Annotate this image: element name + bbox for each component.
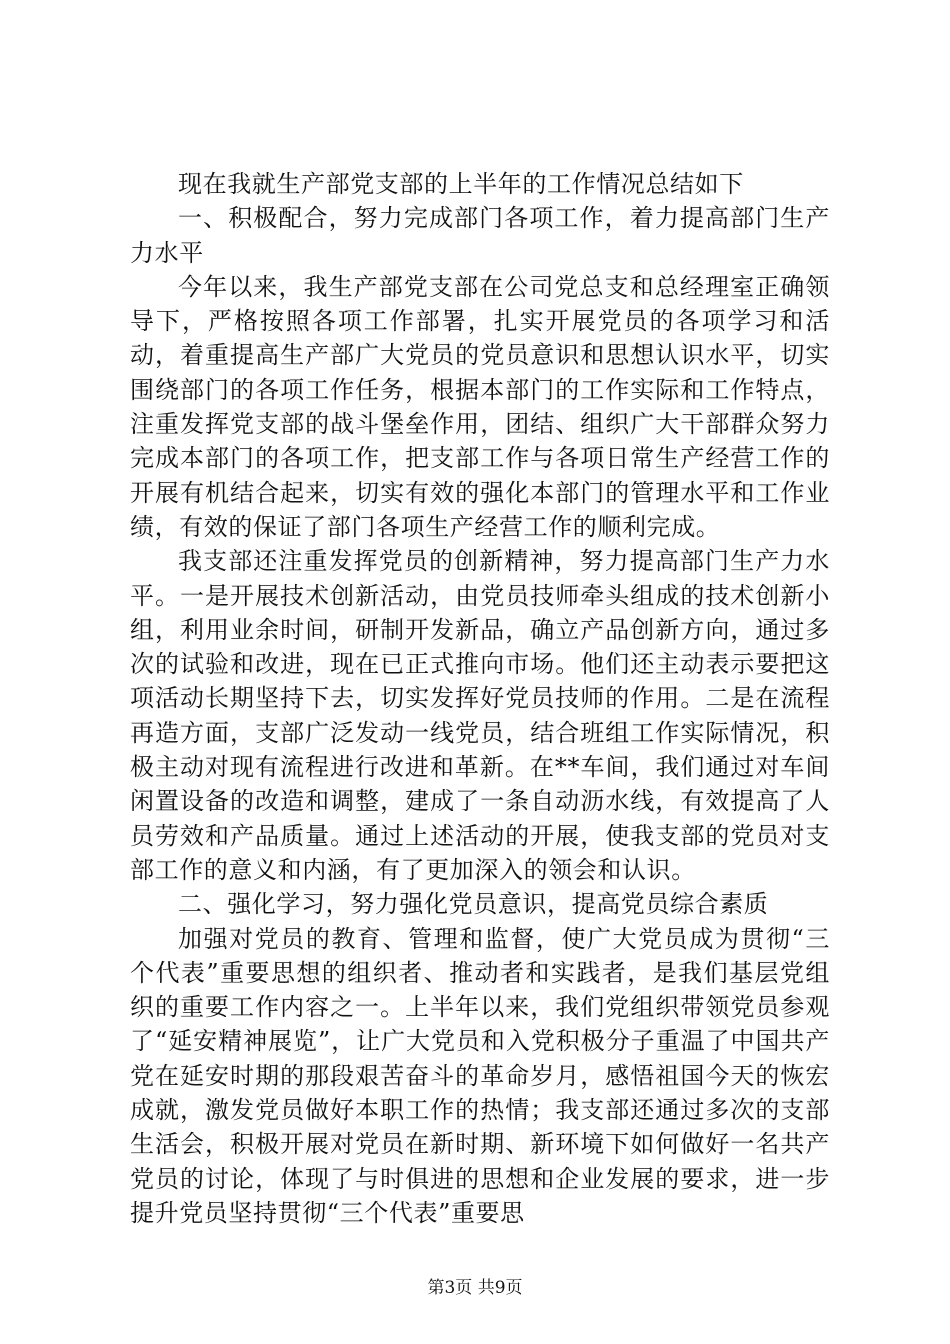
paragraph-body: 我支部还注重发挥党员的创新精神，努力提高部门生产力水平。一是开展技术创新活动，由党员技师牵头组成的技术创新小组，利用业余时间，研制开发新品，确立产品创新方向，通过多次的试验和改进，现在已正式推向市场。他们还主动表示要把这项活动长期坚持下去，切实发挥好党员技师的作用。二是在流程再造方面，支部广泛发动一线党员，结合班组工作实际情况，积极主动对现有流程进行改进和革新。在**车间，我们通过对车间闲置设备的改造和调整，建成了一条自动沥水线，有效提高了人员劳效和产品质量。通过上述活动的开展，使我支部的党员对支部工作的意义和内涵，有了更加深入的领会和认识。 [130,547,830,884]
paragraph-body: 今年以来，我生产部党支部在公司党总支和总经理室正确领导下，严格按照各项工作部署，扎实开展党员的各项学习和活动，着重提高生产部广大党员的党员意识和思想认识水平，切实围绕部门的各项工作任务，根据本部门的工作实际和工作特点，注重发挥党支部的战斗堡垒作用，团结、组织广大干部群众努力完成本部门的各项工作，把支部工作与各项日常生产经营工作的开展有机结合起来，切实有效的强化本部门的管理水平和工作业绩，有效的保证了部门各项生产经营工作的顺利完成。 [130,272,830,541]
section-heading-2: 二、强化学习，努力强化党员意识，提高党员综合素质 [178,890,769,919]
paragraph-intro: 现在我就生产部党支部的上半年的工作情况总结如下 [178,170,744,198]
page-number-footer: 第3页 共9页 [427,1278,523,1298]
section-heading-1: 一、积极配合，努力完成部门各项工作，着力提高部门生产力水平 [130,204,830,267]
document-body [130,167,830,1230]
paragraph-body: 加强对党员的教育、管理和监督，使广大党员成为贯彻“三个代表”重要思想的组织者、推动者和实践者，是我们基层党组织的重要工作内容之一。上半年以来，我们党组织带领党员参观了“延安精神展览”，让广大党员和入党积极分子重温了中国共产党在延安时期的那段艰苦奋斗的革命岁月，感悟祖国今天的恢宏成就，激发党员做好本职工作的热情；我支部还通过多次的支部生活会，积极开展对党员在新时期、新环境下如何做好一名共产党员的讨论，体现了与时俱进的思想和企业发展的要求，进一步提升党员坚持贯彻“三个代表”重要思 [130,924,830,1227]
